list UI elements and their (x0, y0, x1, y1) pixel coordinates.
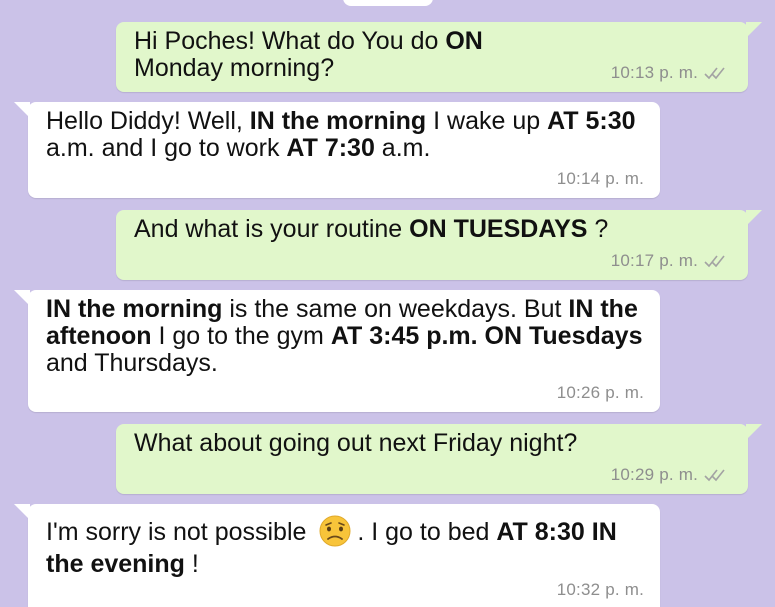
text-run: a.m. (374, 134, 431, 162)
text-run: Hello Diddy! Well, (46, 107, 250, 135)
text-run: ! (184, 550, 199, 578)
text-run-bold: AT 3:45 p.m. ON Tuesdays (330, 322, 643, 350)
message-time: 10:17 p. m. (610, 251, 698, 270)
read-double-check-icon (704, 66, 732, 80)
text-run-bold: ON TUESDAYS (409, 215, 588, 243)
bubble-tail (14, 504, 30, 520)
text-run: is the same on weekdays. But (222, 295, 569, 323)
message-text (134, 430, 674, 457)
message-meta (557, 165, 644, 192)
message-time: 10:14 p. m. (556, 169, 644, 188)
read-double-check-icon (704, 254, 732, 268)
text-run: a.m. and I go to work (46, 134, 287, 162)
text-run: What about going out next Friday night? (134, 429, 578, 457)
message-bubble-outgoing[interactable] (116, 424, 748, 494)
message-meta (611, 461, 732, 488)
message-time: 10:13 p. m. (610, 63, 698, 82)
text-run-bold: IN the morning (249, 107, 427, 135)
text-run: And what is your routine (134, 215, 410, 243)
message-text (46, 510, 646, 580)
text-run: ? (587, 215, 609, 243)
message-bubble-outgoing[interactable] (116, 22, 748, 92)
text-run-bold: AT 7:30 (286, 134, 375, 162)
message-bubble-incoming[interactable] (28, 102, 660, 198)
text-run: Monday morning? (134, 54, 335, 82)
text-run-bold: ON (445, 27, 483, 55)
message-meta (557, 379, 644, 406)
read-double-check-icon (704, 468, 732, 482)
message-meta (611, 59, 732, 86)
text-run-bold: AT 8:30 IN the evening (46, 518, 617, 578)
message-bubble-incoming[interactable] (28, 290, 660, 412)
text-run: I go to the gym (151, 322, 331, 350)
text-run: Hi Poches! What do You do (134, 27, 446, 55)
worried-face-emoji (313, 514, 357, 548)
message-time: 10:32 p. m. (556, 580, 644, 599)
message-text (46, 296, 646, 377)
message-text (46, 108, 646, 162)
message-text (134, 216, 734, 243)
message-time: 10:29 p. m. (610, 465, 698, 484)
text-run-bold: IN the aftenoon (46, 295, 638, 350)
previous-message-edge (343, 0, 433, 6)
text-run: and Thursdays. (46, 349, 218, 377)
message-meta (611, 247, 732, 274)
bubble-tail (14, 102, 30, 118)
text-run: I wake up (426, 107, 548, 135)
message-time: 10:26 p. m. (556, 383, 644, 402)
bubble-tail (14, 290, 30, 306)
text-run: . I go to bed (357, 518, 497, 546)
bubble-tail (746, 22, 762, 38)
message-meta (557, 576, 644, 603)
text-run-bold: AT 5:30 (547, 107, 636, 135)
text-run-bold: IN the morning (46, 295, 223, 323)
message-bubble-outgoing[interactable] (116, 210, 748, 280)
bubble-tail (746, 424, 762, 440)
bubble-tail (746, 210, 762, 226)
message-bubble-incoming[interactable] (28, 504, 660, 607)
text-run: I'm sorry is not possible (46, 518, 314, 546)
